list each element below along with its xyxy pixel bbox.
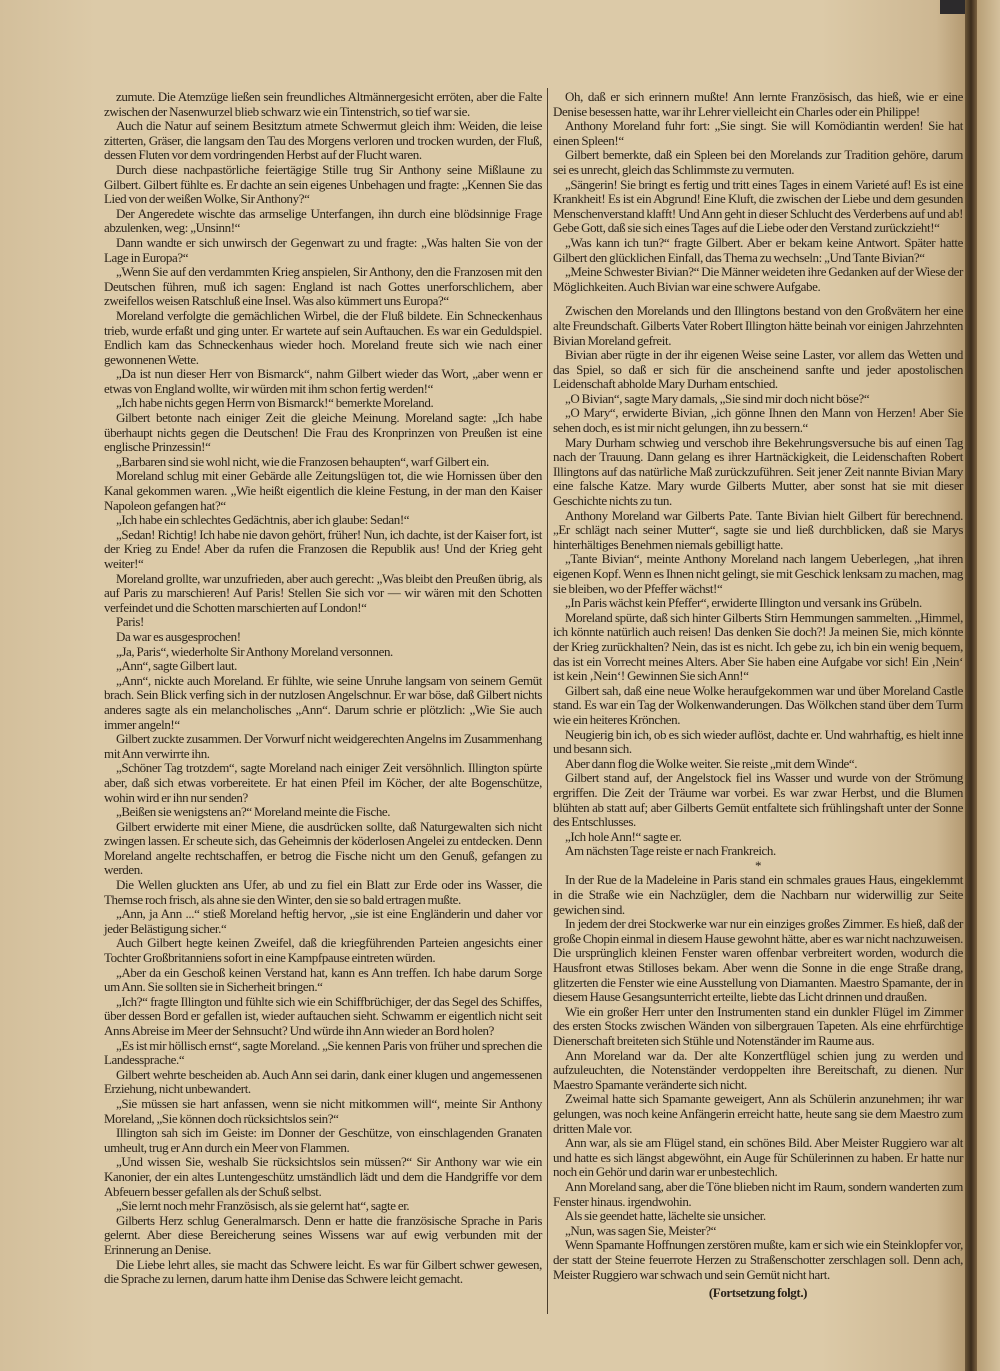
paragraph: Paris! (116, 614, 144, 630)
paragraph: „Barbaren sind sie wohl nicht, wie die Franzosen behaupten“, warf Gilbert ein. (116, 453, 490, 469)
paragraph: „Nun, was sagen Sie, Meister?“ (565, 1222, 716, 1238)
paragraph: Zwischen den Morelands und den Illingtons bestand von den Großvätern her eine alte Freundschaft. Gilberts Vater Robert Illington hätte beinah vor einigen Jahrzehnten Bivian Moreland gefreit. (553, 303, 963, 348)
paragraph: zumute. Die Atemzüge ließen sein freundliches Altmännergesicht erröten, aber die Falte zwischen der Nasenwurzel blieb schwarz wie ein Tintenstrich, so tief war sie. (104, 89, 542, 119)
paragraph: Ann Moreland war da. Der alte Konzertflügel schien jung zu werden und aufzuleuchten, die Notenständer verdoppelten ihre Bereitschaft, zu dienen. Nur Maestro Spamante veränderte sich nicht. (553, 1047, 963, 1092)
paragraph: Zweimal hatte sich Spamante geweigert, Ann als Schülerin anzunehmen; ihr war gelungen, was noch keine Anfängerin erreicht hatte, heute sang sie dem Maestro zum dritten Male vor. (553, 1091, 963, 1136)
paragraph: „Was kann ich tun?“ fragte Gilbert. Aber er bekam keine Antwort. Später hatte Gilbert den glücklichen Einfall, das Thema zu wechseln: „Und Tante Bivian?“ (553, 234, 963, 265)
paragraph: Gilbert zuckte zusammen. Der Vorwurf nicht weidgerechten Angelns im Zusammenhang mit Ann verwirrte ihn. (104, 731, 542, 761)
paragraph: „Ja, Paris“, wiederholte Sir Anthony Moreland versonnen. (116, 643, 393, 659)
paragraph: „Ich hole Ann!“ sagte er. (565, 828, 682, 844)
paragraph: „Beißen sie wenigstens an?“ Moreland meinte die Fische. (116, 804, 391, 820)
continuation-note: (Fortsetzung folgt.) (708, 1285, 808, 1301)
paragraph: Moreland grollte, war unzufrieden, aber auch gerecht: „Was bleibt den Preußen übrig, als auf Paris zu marschieren! Auf Paris! Stellen Sie sich vor — wir wären mit den Schotten verfeindet und die Schotten marschierten auf London!“ (104, 570, 542, 615)
paragraph: Durch diese nachpastörliche feiertägige Stille trug Sir Anthony seine Mißlaune zu Gilbert. Gilbert fühlte es. Er dachte an sein eigenes Unbehagen und fragte: „Kennen Sie das Lied von der weißen Wolke, Sir Anthony?“ (104, 161, 542, 207)
paragraph: „Ich habe nichts gegen Herrn von Bismarck!“ bemerkte Moreland. (116, 395, 434, 411)
paragraph: „Da ist nun dieser Herr von Bismarck“, nahm Gilbert wieder das Wort, „aber wenn er etwas von England wollte, wir würden mit ihm schon fertig werden!“ (104, 366, 542, 396)
paragraph: „Und wissen Sie, weshalb Sie rücksichtslos sein müssen?“ Sir Anthony war wie ein Kanonier, der ein altes Luntengeschütz umständlich lädt und dem die Handgriffe vor dem Abfeuern besser gefallen als der Schuß selbst. (104, 1154, 542, 1199)
paragraph: Auch die Natur auf seinem Besitztum atmete Schwermut gleich ihm: Weiden, die leise zitterten, Gräser, die langsam den Tau des Morgens verloren und trocken wurden, der Fluß, dessen Fluten vor dem vordringenden Herbst auf der Flucht waren. (104, 118, 542, 163)
paragraph: Wie ein großer Herr unter den Instrumenten stand ein dunkler Flügel im Zimmer des ersten Stocks zwischen Wänden von silbergrauen Tapeten. Als eine ehrfürchtige Dienerschaft breiteten sich Stühle und Notenständer im Raume aus. (553, 1003, 963, 1048)
paragraph: Gilbert betonte nach einiger Zeit die gleiche Meinung. Moreland sagte: „Ich habe überhaupt nichts gegen die Deutschen! Die Frau des Kronprinzen von Preußen ist eine englische Prinzessin!“ (104, 410, 542, 455)
paragraph: Mary Durham schwieg und verschob ihre Bekehrungsversuche bis auf einen Tag nach der Trauung. Dann gelang es ihrer Hartnäckigkeit, die Leidenschaften Robert Illingtons auf das natürliche Maß zurückzuführen. Seit jener Zeit nannte Bivian Mary eine falsche Katze. Mary wurde Gilberts Mutter, aber sonst hat sie mit dieser Geschichte nichts zu tun. (553, 434, 963, 509)
paragraph: Da war es ausgesprochen! (116, 628, 241, 644)
section-separator: * (754, 857, 762, 873)
paragraph: Gilbert sah, daß eine neue Wolke heraufgekommen war und über Moreland Castle stand. Es war ein Tag der Wolkenwanderungen. Das Wölkchen stand über dem Turm wie ein heiteres Krönchen. (553, 682, 963, 727)
paragraph: „Wenn Sie auf den verdammten Krieg anspielen, Sir Anthony, den die Franzosen mit den Deutschen führen, muß ich sagen: England ist nach Gottes unerforschlichem, aber zweifellos weisen Ratschluß eine Insel. Was also kümmert uns Europa?“ (104, 264, 542, 309)
paragraph: In jedem der drei Stockwerke war nur ein einziges großes Zimmer. Es hieß, daß der große Chopin einmal in diesem Hause gewohnt hätte, aber es war nicht nachzuweisen. Die ursprünglich kleinen Fenster waren offenbar verbreitert worden, wodurch die Hausfront etwas Stilloses bekam. Aber wenn die Sonne in die enge Straße drang, glitzerten die Fenster wie eine Ausstellung von Diamanten. Maestro Spamante, der in diesem Hause Gesangsunterricht erteilte, liebte das Licht drinnen und draußen. (553, 916, 963, 1005)
paragraph: Der Angeredete wischte das armselige Unterfangen, ihn durch eine blödsinnige Frage abzulenken, weg: „Unsinn!“ (104, 205, 542, 236)
paragraph: Illington sah sich im Geiste: im Donner der Geschütze, von einschlagenden Granaten umheult, trug er Ann durch ein Meer von Flammen. (104, 1125, 542, 1155)
paragraph: „Schöner Tag trotzdem“, sagte Moreland nach einiger Zeit versöhnlich. Illington spürte aber, daß sich etwas vorbereitete. Er hat einen Pfeil im Köcher, der alte Bogenschütze, wohin wird er ihn nur senden? (104, 760, 542, 805)
paragraph: Am nächsten Tage reiste er nach Frankreich. (565, 843, 776, 859)
paragraph: Moreland spürte, daß sich hinter Gilberts Stirn Hemmungen sammelten. „Himmel, ich könnte natürlich auch reisen! Das denken Sie doch?! Ja meinen Sie, mich könnte der Krieg zurückhalten? Nein, das ist es nicht. Ich gebe zu, ich bin ein wenig bequem, das ist ein Vorrecht meines Alters. Aber Sie haben eine Aufgabe vor sich! Ein ‚Nein‘ ist kein ‚Nein‘! Gewinnen Sie sich Ann!“ (553, 609, 963, 684)
paragraph: „Sedan! Richtig! Ich habe nie davon gehört, früher! Nun, ich dachte, ist der Kaiser fort, ist der Krieg zu Ende! Aber da rufen die Franzosen die Republik aus! Und der Krieg geht weiter!“ (104, 526, 542, 571)
paragraph: Gilbert wehrte bescheiden ab. Auch Ann sei darin, dank einer klugen und angemessenen Erziehung, nicht unbewandert. (104, 1066, 542, 1097)
paragraph: Anthony Moreland war Gilberts Pate. Tante Bivian hielt Gilbert für berechnend. „Er schlägt nach seiner Mutter“, sagte sie und ließ durchblicken, daß sie Marys hinterhältiges Benehmen niemals gebilligt hatte. (553, 507, 963, 552)
paragraph: Moreland schlug mit einer Gebärde alle Zeitungslügen tot, die wie Hornissen über den Kanal gekommen waren. „Wie heißt eigentlich die kleine Festung, in der man den Kaiser Napoleon gefangen hat?“ (104, 468, 542, 513)
paragraph: „Ann“, nickte auch Moreland. Er fühlte, wie seine Unruhe langsam von seinem Gemüt brach. Sein Blick verfing sich in der nutzlosen Angelschnur. Er war böse, daß Gilbert nichts anderes sagte als ein melancholisches „Ann“. Darum schrie er plötzlich: „Wie Sie auch immer angeln!“ (104, 672, 542, 732)
paragraph: Auch Gilbert hegte keinen Zweifel, daß die kriegführenden Parteien angesichts einer Tochter Großbritanniens sofort in eine Kampfpause eintreten würden. (104, 935, 542, 966)
paragraph: „Ann“, sagte Gilbert laut. (116, 658, 238, 674)
paragraph: „Ann, ja Ann ...“ stieß Moreland heftig hervor, „sie ist eine Engländerin und daher vor jeder Belästigung sicher.“ (104, 906, 542, 936)
paragraph: Gilbert erwiderte mit einer Miene, die ausdrücken sollte, daß Naturgewalten sich nicht zwingen lassen. Er scheute sich, das Geheimnis der köderlosen Angelei zu entdecken. Denn Moreland angelte rechtschaffen, er betrog die Fische nicht um den Genuß, gefangen zu werden. (104, 818, 542, 878)
paragraph: Dann wandte er sich unwirsch der Gegenwart zu und fragte: „Was halten Sie von der Lage in Europa?“ (104, 234, 542, 265)
paragraph: Oh, daß er sich erinnern mußte! Ann lernte Französisch, das hieß, wie er eine Denise besessen hatte, war ihr Lehrer vielleicht ein Charles oder ein Philippe! (553, 89, 963, 119)
paragraph: Die Liebe lehrt alles, sie macht das Schwere leicht. Es war für Gilbert schwer gewesen, die Sprache zu lernen, darum hatte ihm Denise das Schwere leicht gemacht. (104, 1256, 542, 1287)
paragraph: „Sängerin! Sie bringt es fertig und tritt eines Tages in einem Varieté auf! Es ist eine Krankheit! Es ist ein Abgrund! Eine Kluft, die zwischen der Liebe und dem gesunden Menschenverstand klafft! Und Ann geht in dieser Schlucht des Verderbens auf und ab! Gebe Gott, daß sie sich eines Tages auf die Liebe oder den Verstand zurückzieht!“ (553, 176, 963, 236)
paragraph: Bivian aber rügte in der ihr eigenen Weise seine Laster, vor allem das Wetten und das Spiel, so daß er sich für die anscheinend sanfte und jeder apostolischen Leidenschaft abholde Mary Durham entschied. (553, 347, 963, 392)
paragraph: Moreland verfolgte die gemächlichen Wirbel, die der Fluß bildete. Ein Schneckenhaus trieb, wurde erfaßt und ging unter. Er wartete auf sein Auftauchen. Es war ein Geduldspiel. Endlich kam das Schneckenhaus wieder hoch. Moreland freute sich wie nach einer gewonnenen Wette. (104, 307, 542, 367)
paragraph: „Meine Schwester Bivian?“ Die Männer weideten ihre Gedanken auf der Wiese der Möglichkeiten. Auch Bivian war eine schwere Aufgabe. (553, 264, 963, 294)
paragraph: Gilbert stand auf, der Angelstock fiel ins Wasser und wurde von der Strömung ergriffen. Die Zeit der Träume war vorbei. Es war zwar Herbst, und die Blumen blühten ab statt auf; aber Gilberts Gemüt entfaltete sich frühlingshaft unter der Sonne des Entschlusses. (553, 770, 963, 830)
paragraph: „Tante Bivian“, meinte Anthony Moreland nach langem Ueberlegen, „hat ihren eigenen Kopf. Wenn es Ihnen nicht gelingt, sie mit Geschick lenksam zu machen, mag sie bleiben, wo der Pfeffer wächst!“ (553, 551, 963, 596)
paragraph: Aber dann flog die Wolke weiter. Sie reiste „mit dem Winde“. (565, 755, 858, 771)
page-binding (965, 0, 977, 1371)
paragraph: Gilberts Herz schlug Generalmarsch. Denn er hatte die französische Sprache in Paris gelernt. Aber diese Bereicherung seines Wissens war auf ewig verbunden mit der Erinnerung an Denise. (104, 1212, 542, 1257)
paragraph: „O Bivian“, sagte Mary damals, „Sie sind mir doch nicht böse?“ (565, 390, 870, 406)
column-divider (547, 88, 548, 1314)
left-text-column (104, 90, 542, 1287)
paragraph: „In Paris wächst kein Pfeffer“, erwiderte Illington und versank ins Grübeln. (565, 595, 922, 611)
paragraph: In der Rue de la Madeleine in Paris stand ein schmales graues Haus, eingeklemmt in die Straße wie ein Nachzügler, dem die Nachbarn nur widerwillig zur Seite gewichen sind. (553, 872, 963, 917)
paragraph: „O Mary“, erwiderte Bivian, „ich gönne Ihnen den Mann von Herzen! Aber Sie sehen doch, es ist mir nicht gelungen, ihn zu bessern.“ (553, 405, 963, 436)
paragraph: „Sie müssen sie hart anfassen, wenn sie nicht mitkommen will“, meinte Sir Anthony Moreland, „Sie können doch rücksichtslos sein?“ (104, 1095, 542, 1126)
paragraph: „Ich?“ fragte Illington und fühlte sich wie ein Schiffbrüchiger, der das Segel des Schiffes, über dessen Bord er gefallen ist, wieder auftauchen sieht. Schwamm er eigentlich nicht seit Anns Abreise im Meer der Sehnsucht? Und würde ihn Ann wieder an Bord holen? (104, 993, 542, 1038)
paragraph: Wenn Spamante Hoffnungen zerstören mußte, kam er sich wie ein Steinklopfer vor, der statt der Steine feuerrote Herzen zu Straßenschotter zerschlagen soll. Denn ach, Meister Ruggiero war schwach und sein Gemüt nicht hart. (553, 1237, 963, 1282)
right-text-column (553, 90, 963, 1301)
paragraph: „Ich habe ein schlechtes Gedächtnis, aber ich glaube: Sedan!“ (116, 512, 410, 528)
paragraph: „Sie lernt noch mehr Französisch, als sie gelernt hat“, sagte er. (116, 1198, 410, 1214)
paragraph: Anthony Moreland fuhr fort: „Sie singt. Sie will Komödiantin werden! Sie hat einen Spleen!“ (553, 118, 963, 148)
paragraph: Ann Moreland sang, aber die Töne blieben nicht im Raum, sondern wanderten zum Fenster hinaus. irgendwohin. (553, 1178, 963, 1209)
paragraph: Gilbert bemerkte, daß ein Spleen bei den Morelands zur Tradition gehöre, darum sei es unrecht, gleich das Schlimmste zu vermuten. (553, 147, 963, 177)
adjacent-page-edge (977, 0, 1000, 1371)
paragraph: Die Wellen gluckten ans Ufer, ab und zu fiel ein Blatt zur Erde oder ins Wasser, die Themse roch frisch, als ahne sie den Winter, den sie so bald ertragen mußte. (104, 877, 542, 907)
paragraph: „Aber da ein Geschoß keinen Verstand hat, kann es Ann treffen. Ich habe darum Sorge um Ann. Sie sollten sie in Sicherheit bringen.“ (104, 964, 542, 995)
paragraph: Ann war, als sie am Flügel stand, ein schönes Bild. Aber Meister Ruggiero war alt und hatte es sich längst abgewöhnt, ein Auge für Schülerinnen zu haben. Er hatte nur noch ein Gehör und darin war er unbestechlich. (553, 1135, 963, 1180)
paragraph: Als sie geendet hatte, lächelte sie unsicher. (565, 1208, 766, 1224)
paragraph: Neugierig bin ich, ob es sich wieder auflöst, dachte er. Und wahrhaftig, es hielt inne und besann sich. (553, 726, 963, 757)
paragraph: „Es ist mir höllisch ernst“, sagte Moreland. „Sie kennen Paris von früher und sprechen die Landessprache.“ (104, 1037, 542, 1068)
